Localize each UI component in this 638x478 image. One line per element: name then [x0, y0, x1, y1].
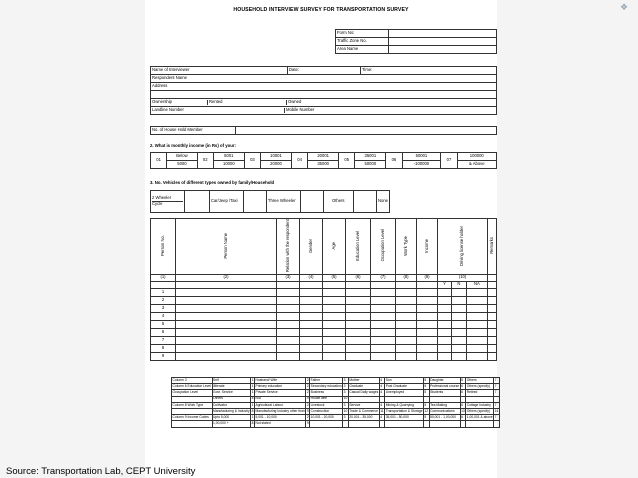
- table-row[interactable]: [151, 328, 497, 336]
- code-number: 6: [460, 378, 466, 384]
- income-range-high: 35000: [308, 161, 339, 169]
- two-wheeler-label: 2 Wheeler: [152, 195, 172, 201]
- code-description: Mother: [348, 378, 379, 384]
- column-number: (9): [417, 274, 438, 281]
- income-code[interactable]: 03: [244, 153, 260, 169]
- address-field[interactable]: [151, 91, 497, 99]
- code-description: Transportation & Storage: [385, 408, 423, 413]
- code-number: 2: [306, 377, 309, 382]
- column-number: (4): [300, 274, 323, 281]
- code-number: 3: [343, 378, 349, 384]
- code-description: Manufacturing & Industry: [213, 408, 250, 413]
- others-label: Others: [323, 191, 353, 213]
- respondent-table: [150, 66, 497, 115]
- row-number: 2: [151, 296, 176, 304]
- survey-form-sheet: [145, 0, 497, 478]
- header-education: Education Level: [354, 230, 360, 261]
- rented-option[interactable]: Rented: [207, 100, 286, 105]
- vehicles-question: 3. No. Vehicles of different types owned by family/Household: [150, 180, 275, 185]
- income-question: 2. What is monthly income (in Rs) of your:: [150, 143, 236, 148]
- table-row[interactable]: [151, 336, 497, 344]
- code-number: 10: [343, 396, 348, 401]
- header-gender: Gender: [307, 238, 313, 253]
- address-label: Address: [151, 83, 497, 91]
- code-description: 1,00,000 +: [212, 421, 251, 427]
- header-income: Income: [423, 238, 429, 253]
- code-description: Professional course: [430, 383, 460, 388]
- code-description: Husband/ Wife: [255, 378, 306, 384]
- table-row[interactable]: [151, 352, 497, 360]
- row-number: 5: [151, 320, 176, 328]
- income-range-high: -100000: [402, 161, 441, 169]
- code-description: 35,001 - 50,000: [385, 415, 424, 421]
- income-code[interactable]: 04: [291, 153, 307, 169]
- ownership-row: [151, 99, 497, 107]
- code-number: 2: [306, 414, 309, 419]
- corner-ornament-icon: ❖: [620, 2, 629, 12]
- code-number: 2: [306, 390, 309, 395]
- table-row[interactable]: [151, 312, 497, 320]
- column-number: (5): [323, 274, 346, 281]
- members-field[interactable]: [236, 127, 497, 135]
- code-description: 1,00,001 & above: [466, 414, 493, 419]
- code-description: Self: [212, 378, 251, 384]
- three-wheeler-count[interactable]: [300, 191, 323, 213]
- code-description: Post Graduate: [385, 384, 424, 390]
- code-description: 5,001 - 10,000: [255, 415, 306, 421]
- code-description: Casual Daily wages: [349, 390, 379, 395]
- code-description: House wife: [310, 396, 343, 402]
- row-number: 7: [151, 336, 176, 344]
- row-number: 9: [151, 352, 176, 360]
- income-range-high: 50000: [355, 161, 386, 169]
- code-description: N/A: [255, 396, 306, 402]
- code-description: [348, 421, 379, 427]
- code-description: 20,001 - 35,000: [348, 415, 379, 421]
- code-description: [466, 421, 494, 427]
- code-description: Private Service: [255, 390, 306, 396]
- code-number: 7: [494, 402, 500, 408]
- code-description: Graduate: [348, 384, 379, 390]
- code-description: Mining & Quarrying: [385, 402, 424, 408]
- person-table: [150, 218, 497, 361]
- household-members-table: [150, 126, 497, 135]
- income-code[interactable]: 05: [339, 153, 355, 169]
- header-remarks: Remarks: [488, 237, 494, 254]
- code-description: Primary education: [255, 384, 306, 390]
- code-number: 1: [251, 414, 254, 419]
- income-code[interactable]: 07: [441, 153, 457, 169]
- column-number: (1): [151, 274, 176, 281]
- code-number: 2: [306, 383, 309, 388]
- code-description: Daughter: [429, 378, 460, 384]
- code-description: 50,001 - 1,00,000: [429, 415, 460, 421]
- header-person-name: Person Name: [222, 232, 228, 259]
- none-label: None: [376, 191, 389, 213]
- form-title: HOUSEHOLD INTERVIEW SURVEY FOR TRANSPORTATION SURVEY: [233, 7, 409, 13]
- code-number: 2: [306, 402, 309, 407]
- code-description: Tea Making: [429, 402, 460, 408]
- code-number: 4: [379, 384, 384, 390]
- form-no-field[interactable]: [389, 30, 497, 38]
- code-number: 9: [306, 396, 309, 401]
- income-range-low: Below: [167, 153, 197, 161]
- income-range-low: 100000: [457, 153, 496, 161]
- code-description: Others (specify): [466, 408, 494, 414]
- income-range-high: 5000: [167, 161, 197, 169]
- column-number: (2): [176, 274, 277, 281]
- date-label: Date:: [288, 67, 361, 75]
- code-number: 8: [251, 408, 254, 413]
- code-description: Cultivator: [212, 402, 251, 408]
- header-relation: Relation with the respondent: [284, 219, 290, 273]
- code-description: Livestock: [310, 402, 343, 408]
- code-description: Illiterate: [212, 384, 251, 390]
- code-number: 1: [251, 377, 254, 382]
- time-label: Time:: [361, 67, 497, 75]
- car-count[interactable]: [243, 191, 266, 213]
- code-column-label: Occupation Level: [172, 390, 213, 396]
- code-description: Business: [310, 390, 343, 396]
- code-description: Others: [212, 396, 251, 402]
- traffic-zone-field[interactable]: [389, 38, 497, 46]
- slide-background-right: [497, 0, 638, 478]
- code-number: 5: [423, 415, 429, 421]
- code-number: 3: [343, 402, 349, 408]
- code-number: 1: [251, 390, 254, 395]
- code-number: 11: [380, 408, 384, 413]
- code-description: Upto 5,000: [212, 415, 251, 421]
- column-number: [488, 274, 497, 281]
- income-range-low: 50001: [402, 153, 441, 161]
- income-code[interactable]: 06: [386, 153, 402, 169]
- income-table: [150, 152, 497, 169]
- code-number: 8: [251, 396, 254, 401]
- code-number: 1: [251, 402, 254, 407]
- traffic-zone-label: Traffic Zone No.: [336, 38, 389, 46]
- code-number: 12: [424, 408, 429, 413]
- row-number: 1: [151, 288, 176, 296]
- header-work-type: Work Type: [402, 235, 408, 256]
- income-range-low: 35001: [355, 153, 386, 161]
- code-description: Others (specify): [466, 384, 494, 390]
- car-label: Car/Jeep /Taxi: [209, 191, 243, 213]
- code-column-label: Column 9 Income Codes: [172, 415, 213, 421]
- header-occupation: Occupation Level: [379, 229, 385, 262]
- code-number: 5: [423, 390, 429, 396]
- two-wheeler-count[interactable]: [184, 191, 209, 213]
- interviewer-label: Name of Interviewer: [151, 67, 288, 75]
- code-number: 5: [423, 378, 429, 384]
- code-description: Retired: [466, 390, 494, 396]
- two-wheeler-cell: [151, 191, 185, 213]
- code-description: Son: [385, 378, 424, 384]
- phone-row: [151, 107, 497, 115]
- code-description: Construction: [310, 408, 343, 414]
- code-description: Trade & Commerce: [349, 408, 378, 413]
- code-number: 4: [379, 390, 384, 396]
- code-description: Secondary education: [310, 383, 342, 388]
- code-number: 7: [494, 415, 500, 421]
- code-number: 4: [379, 402, 384, 408]
- code-number: 7: [494, 390, 500, 396]
- owned-option[interactable]: Owned: [288, 99, 302, 105]
- code-number: 8: [251, 421, 254, 426]
- code-row: [172, 421, 500, 427]
- code-description: [385, 421, 424, 427]
- members-label: No. of House Hold Member: [151, 127, 236, 135]
- code-number: 9: [306, 421, 309, 426]
- code-number: 10: [343, 408, 348, 413]
- code-number: [494, 421, 500, 427]
- code-description: Cottage Industry: [466, 402, 494, 408]
- income-code[interactable]: 01: [151, 153, 167, 169]
- license-na: NA: [466, 281, 487, 288]
- code-description: [310, 421, 343, 427]
- code-number: 13: [461, 408, 465, 413]
- code-number: 4: [379, 415, 384, 421]
- table-row[interactable]: [151, 344, 497, 352]
- code-description: Students: [429, 390, 460, 396]
- header-license: Driving license holder: [459, 225, 465, 266]
- slide-background-left: [0, 0, 145, 478]
- code-number: 9: [306, 408, 309, 413]
- code-number: 3: [343, 415, 349, 421]
- code-number: 6: [460, 384, 466, 390]
- form-id-table: [335, 29, 497, 54]
- area-name-field[interactable]: [389, 46, 497, 54]
- code-number: 7: [494, 378, 500, 384]
- code-number: 6: [460, 415, 466, 421]
- row-number: 8: [151, 344, 176, 352]
- code-description: Not stated: [255, 421, 306, 427]
- code-number: 14: [494, 408, 499, 413]
- code-description: Manufacturing Industry other than: [255, 408, 305, 413]
- respondent-label: Respondent Name: [151, 75, 497, 83]
- landline-label: Landline Number: [152, 107, 184, 113]
- column-number: (10): [438, 274, 488, 281]
- income-range-high: 10000: [213, 161, 244, 169]
- header-person-no: Person No.: [159, 235, 165, 257]
- code-number: 5: [423, 402, 429, 408]
- income-range-high: & Above: [457, 161, 496, 169]
- table-row[interactable]: [151, 304, 497, 312]
- code-number: 3: [343, 384, 349, 390]
- cycle-label: Cycle: [152, 201, 183, 207]
- row-number: 3: [151, 304, 176, 312]
- code-number: 7: [494, 384, 500, 390]
- code-column-label: Column 3: [172, 378, 213, 384]
- income-range-low: 10001: [261, 153, 292, 161]
- license-yes: Y: [438, 281, 452, 288]
- code-column-label: Column 6 Education Level: [172, 383, 211, 388]
- income-code[interactable]: 02: [197, 153, 213, 169]
- ownership-label: Ownership: [152, 99, 173, 105]
- area-name-label: Area Name: [336, 46, 389, 54]
- three-wheeler-label: Three Wheeler: [266, 191, 300, 213]
- code-description: Communications: [429, 408, 460, 414]
- code-number: 4: [379, 378, 384, 384]
- column-number: (6): [346, 274, 371, 281]
- code-description: Agricultural Labour: [255, 402, 306, 408]
- code-description: Service: [348, 402, 379, 408]
- form-no-label: Form No:: [336, 30, 389, 38]
- codes-table: [171, 377, 500, 428]
- code-number: 1: [251, 383, 254, 388]
- code-number: 6: [460, 402, 466, 408]
- income-range-high: 20000: [261, 161, 292, 169]
- code-description: Others: [466, 378, 494, 384]
- codes-body: [172, 378, 500, 428]
- code-description: [429, 421, 460, 427]
- table-row[interactable]: [151, 296, 497, 304]
- row-number: 4: [151, 312, 176, 320]
- income-range-low: 5001: [213, 153, 244, 161]
- code-description: Unemployed: [385, 390, 424, 396]
- table-row[interactable]: [151, 320, 497, 328]
- mobile-label: Mobile Number: [286, 107, 315, 113]
- code-column-label: Column 8 Work Type: [172, 402, 213, 408]
- column-number: (3): [277, 274, 300, 281]
- source-caption: Source: Transportation Lab, CEPT University: [6, 466, 196, 477]
- vehicles-table: [150, 190, 390, 213]
- code-description: 10,001 - 20,000: [310, 415, 343, 421]
- code-column-label: [172, 421, 213, 427]
- code-number: 6: [460, 390, 466, 396]
- header-age: Age: [330, 241, 336, 250]
- code-description: Father: [310, 378, 343, 384]
- code-number: 3: [343, 390, 349, 396]
- column-number: (7): [371, 274, 396, 281]
- others-count[interactable]: [353, 191, 376, 213]
- column-number: (8): [396, 274, 417, 281]
- code-description: Govt. Service: [212, 390, 251, 396]
- code-number: 5: [423, 384, 429, 390]
- income-range-low: 20001: [308, 153, 339, 161]
- license-no: N: [452, 281, 467, 288]
- row-number: 6: [151, 328, 176, 336]
- table-row[interactable]: [151, 288, 497, 296]
